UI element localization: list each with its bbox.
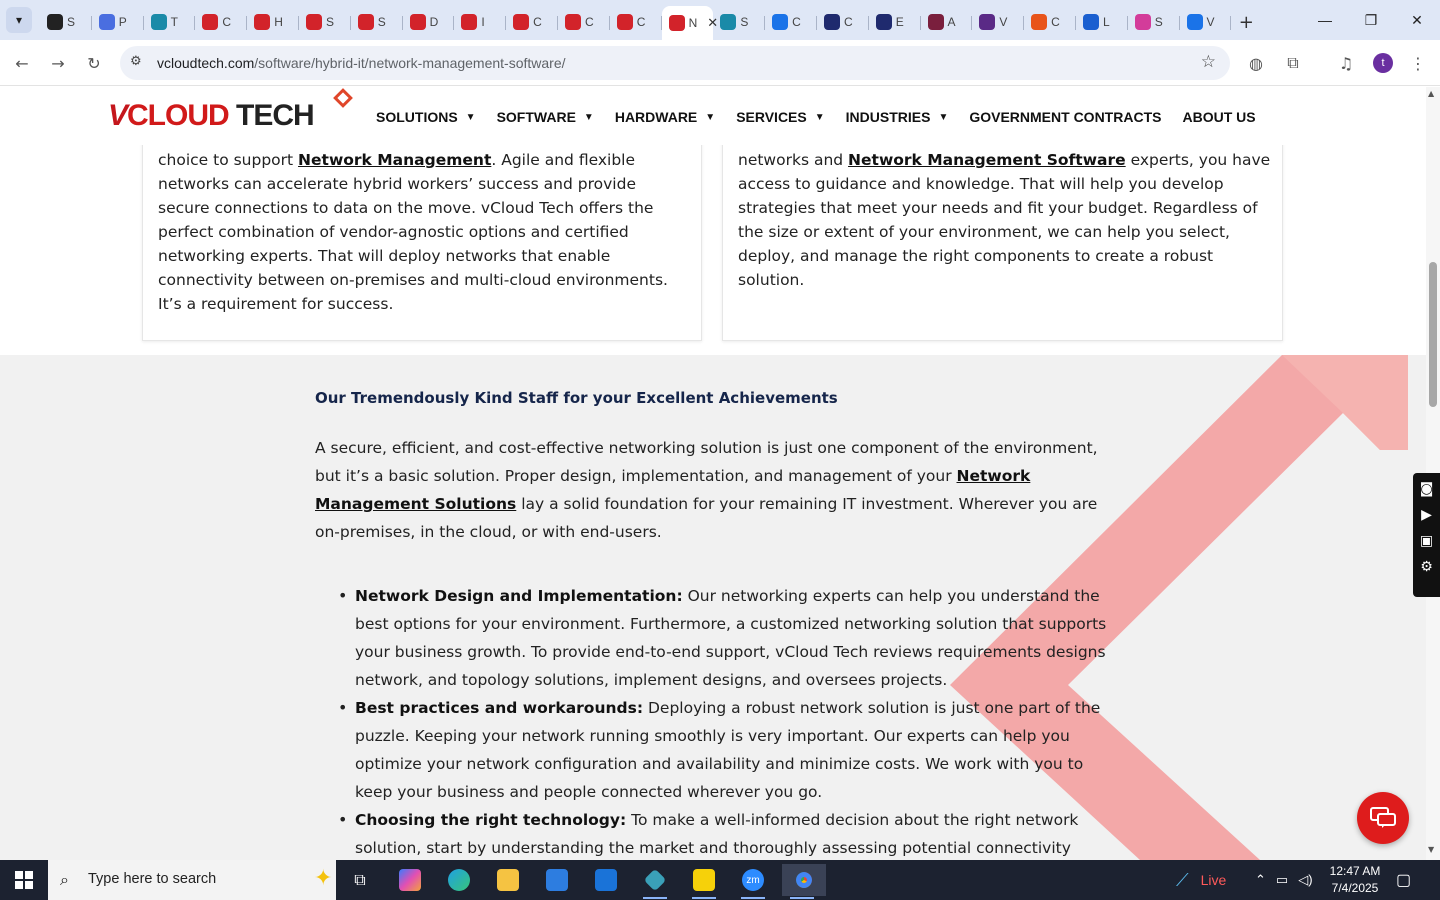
nav-item-solutions[interactable] <box>376 109 476 125</box>
network-icon[interactable]: ▭ <box>1275 872 1289 887</box>
nav-item-software[interactable] <box>497 109 594 125</box>
profile-avatar[interactable]: t <box>1373 53 1393 73</box>
tab-favicon-icon <box>358 14 374 30</box>
windows-logo-icon <box>15 871 33 889</box>
maximize-button[interactable]: ❐ <box>1364 11 1378 28</box>
browser-tab[interactable] <box>299 8 351 36</box>
browser-tab[interactable] <box>713 8 765 36</box>
browser-tab[interactable] <box>40 8 92 36</box>
text-span: . Agile and flexible networks can accelerate hybrid workers’ success and provide secure connections to data on the move. vCloud Tech offers the perfect combination of vendor-agnostic options and certified networking experts. That will deploy networks that enable connectivity between on-premises and multi-cloud environments. It’s a requirement for success. <box>158 151 668 313</box>
browser-tab[interactable] <box>1128 8 1180 36</box>
card-right-text <box>738 148 1273 292</box>
tab-favicon-icon <box>254 14 270 30</box>
taskbar-edge[interactable] <box>439 864 479 896</box>
nav-item-hardware[interactable] <box>615 109 715 125</box>
tab-favicon-icon <box>1031 14 1047 30</box>
list-item <box>355 582 1115 694</box>
tab-title: C <box>1051 15 1060 29</box>
tab-favicon-icon <box>410 14 426 30</box>
nav-label: SOFTWARE <box>496 109 576 125</box>
tab-search-button[interactable]: ▾ <box>6 7 32 33</box>
address-bar[interactable] <box>120 46 1230 80</box>
tab-title: S <box>740 15 749 29</box>
nav-label: HARDWARE <box>614 109 698 125</box>
taskbar-store[interactable] <box>537 864 577 896</box>
text-span: networks and <box>738 151 849 169</box>
list-item-text: To make a well-informed decision about the right network solution, start by understanding the market and thoroughly assessing potential connectivity <box>355 811 1079 857</box>
section-heading: Our Tremendously Kind Staff for your Excellent Achievements <box>315 389 838 407</box>
nav-label: SOLUTIONS <box>376 109 458 125</box>
browser-tab[interactable] <box>662 6 719 40</box>
info-card-right <box>722 125 1283 341</box>
tab-title: I <box>481 15 485 29</box>
caret-down-icon: ▼ <box>814 111 825 123</box>
nav-item-industries[interactable] <box>846 109 949 125</box>
section-intro <box>315 434 1115 546</box>
browser-tab[interactable] <box>247 8 299 36</box>
info-card-left <box>142 125 702 341</box>
browser-tab[interactable] <box>558 8 610 36</box>
media-control-icon[interactable]: ♫ <box>1338 53 1354 73</box>
browser-tab[interactable] <box>869 8 921 36</box>
window-icon[interactable]: ▣ <box>1419 533 1434 549</box>
tab-title: C <box>792 15 801 29</box>
tab-favicon-icon <box>1083 14 1099 30</box>
windows-taskbar <box>0 860 1440 900</box>
tab-favicon-icon <box>565 14 581 30</box>
copilot-sparkle-icon: ✦ <box>314 866 333 891</box>
gear-icon[interactable]: ⚙ <box>1420 559 1433 575</box>
tab-title: P <box>118 15 127 29</box>
tab-title: S <box>325 15 334 29</box>
scroll-up-icon[interactable]: ▲ <box>1428 89 1435 98</box>
scroll-down-icon[interactable]: ▼ <box>1428 845 1435 854</box>
system-clock[interactable] <box>1325 863 1385 897</box>
camera-icon[interactable]: ◙ <box>1419 481 1434 497</box>
list-item-text: Our networking experts can help you understand the best options for your environment. Furthermore, a customized networking solution that supports your business growth. To provide end-to-end support, vCloud Tech reviews requirements designs network, and topology solutions, implement designs, and oversees projects. <box>355 587 1107 689</box>
services-list <box>355 582 1115 862</box>
search-icon: ⌕ <box>60 870 69 889</box>
nav-label: ABOUT US <box>1182 109 1256 125</box>
tab-title: V <box>1206 15 1215 29</box>
taskbar-chrome[interactable] <box>782 864 826 896</box>
logo-cloud: CLOUD <box>127 99 229 132</box>
browser-tabstrip <box>0 0 1440 40</box>
list-item-title: Network Design and Implementation: <box>355 587 683 605</box>
chat-button[interactable] <box>1357 792 1409 844</box>
nav-label: INDUSTRIES <box>845 109 931 125</box>
menu-kebab-icon[interactable]: ⋮ <box>1410 53 1426 73</box>
text-span: experts, you have access to guidance and knowledge. That will help you develop strategies that meet your needs and fit your budget. Regardless of the size or extent of your environment, we can help you select, deploy, and manage the right components to create a robust solution. <box>738 151 1271 289</box>
web-page <box>0 87 1440 860</box>
text-span: choice to support <box>158 151 299 169</box>
browser-tab[interactable] <box>1180 8 1232 36</box>
tab-title: T <box>170 15 178 29</box>
tab-favicon-icon <box>720 14 736 30</box>
nav-label: GOVERNMENT CONTRACTS <box>969 109 1162 125</box>
system-tray <box>1255 860 1313 900</box>
browser-tab[interactable] <box>972 8 1024 36</box>
taskbar-zoom[interactable]: zm <box>733 864 773 896</box>
site-header <box>0 87 1426 145</box>
tab-title: H <box>274 15 283 29</box>
tab-title: V <box>999 15 1008 29</box>
caret-down-icon: ▼ <box>583 111 594 123</box>
forward-icon[interactable]: → <box>51 53 65 73</box>
chevron-up-icon[interactable]: ⌃ <box>1255 872 1266 887</box>
tab-favicon-icon <box>979 14 995 30</box>
clock-time: 12:47 AM <box>1329 864 1381 878</box>
nav-item-services[interactable] <box>736 109 824 125</box>
browser-tab[interactable] <box>1024 8 1076 36</box>
close-tab-icon[interactable]: ✕ <box>707 15 719 31</box>
logo-tech: TECH <box>236 99 314 132</box>
back-icon[interactable]: ← <box>15 53 29 73</box>
tab-title: S <box>377 15 386 29</box>
weather-widget[interactable] <box>1176 860 1226 900</box>
browser-tab[interactable] <box>351 8 403 36</box>
list-item-text: Deploying a robust network solution is just one part of the puzzle. Keeping your network running smoothly is very important. Our experts can help you optimize your network configuration and availability and minimize costs. We work with you to keep your business and people connected wherever you go. <box>355 699 1101 801</box>
nav-label: SERVICES <box>736 109 807 125</box>
browser-tab[interactable] <box>144 8 196 36</box>
tab-favicon-icon <box>461 14 477 30</box>
tab-title: C <box>222 15 232 29</box>
network-management-solutions-link[interactable]: Network Management Solutions <box>315 467 1031 513</box>
caret-down-icon: ▼ <box>705 111 716 123</box>
tab-favicon-icon <box>928 14 944 30</box>
minimize-button[interactable]: — <box>1318 12 1332 28</box>
url-domain: vcloudtech.com <box>157 55 255 71</box>
staff-section <box>0 355 1426 860</box>
tab-title: C <box>584 15 594 29</box>
logo-v: V <box>108 99 128 132</box>
site-info-icon[interactable]: ⚙ <box>130 54 142 69</box>
start-button[interactable] <box>0 860 48 900</box>
tab-title: N <box>688 16 698 30</box>
scrollbar-thumb[interactable] <box>1429 262 1437 407</box>
extensions-icon[interactable]: ⧉ <box>1287 53 1299 72</box>
list-item-title: Best practices and workarounds: <box>355 699 644 717</box>
taskbar-sticky-notes[interactable] <box>684 864 724 896</box>
taskbar-search-box[interactable] <box>48 860 336 900</box>
tab-title: C <box>636 15 646 29</box>
browser-tab[interactable] <box>610 8 662 36</box>
tab-title: C <box>533 15 542 29</box>
tab-favicon-icon <box>1187 14 1203 30</box>
tab-favicon-icon <box>306 14 322 30</box>
card-left-text <box>158 148 690 316</box>
tab-title: L <box>1102 15 1110 29</box>
tab-title: D <box>429 15 439 29</box>
logo-diamond-icon <box>333 88 353 108</box>
nav-item-about-us[interactable] <box>1182 109 1255 125</box>
tab-favicon-icon <box>513 14 529 30</box>
browser-tab[interactable] <box>1076 8 1128 36</box>
taskbar-file-explorer[interactable] <box>488 864 528 896</box>
clock-date: 7/4/2025 <box>1331 881 1379 895</box>
caret-down-icon: ▼ <box>938 111 949 123</box>
list-item-title: Choosing the right technology: <box>355 811 627 829</box>
browser-tab[interactable] <box>92 8 144 36</box>
new-tab-button[interactable]: + <box>1238 11 1254 33</box>
browser-tab[interactable] <box>195 8 247 36</box>
taskbar-mail[interactable] <box>586 864 626 896</box>
tab-favicon-icon <box>876 14 892 30</box>
tab-favicon-icon <box>99 14 115 30</box>
main-nav <box>376 109 1277 125</box>
browser-tab[interactable] <box>403 8 455 36</box>
browser-tab[interactable] <box>506 8 558 36</box>
notification-icon[interactable]: ▢ <box>1396 872 1412 889</box>
weather-label: Live <box>1200 872 1227 888</box>
list-item <box>355 806 1115 862</box>
tab-favicon-icon <box>824 14 840 30</box>
network-management-link[interactable]: Network Management <box>298 151 492 169</box>
taskbar-copilot[interactable] <box>390 864 430 896</box>
tab-title: A <box>947 15 956 29</box>
network-management-software-link[interactable]: Network Management Software <box>848 151 1126 169</box>
browser-tab[interactable] <box>817 8 869 36</box>
capture-toolbar <box>1413 473 1440 597</box>
tab-favicon-icon <box>1135 14 1151 30</box>
text-span: A secure, efficient, and cost-effective networking solution is just one component of the environment, but it’s a basic solution. Proper design, implementation, and management of your <box>315 439 1098 485</box>
vcloud-tech-logo[interactable] <box>108 99 314 133</box>
video-icon[interactable]: ▶ <box>1421 507 1432 523</box>
tab-title: S <box>1154 15 1163 29</box>
search-placeholder: Type here to search <box>88 871 217 887</box>
bookmark-star-icon[interactable]: ☆ <box>1200 52 1216 72</box>
tab-title: S <box>67 15 76 29</box>
browser-toolbar <box>0 40 1440 86</box>
weather-icon: ⟋ <box>1176 869 1189 890</box>
caret-down-icon: ▼ <box>465 111 476 123</box>
volume-icon[interactable]: ◁) <box>1298 872 1313 887</box>
close-window-button[interactable]: ✕ <box>1411 11 1423 28</box>
tab-favicon-icon <box>669 15 685 31</box>
tab-title: C <box>843 15 853 29</box>
tab-title: E <box>895 15 904 29</box>
tab-favicon-icon <box>47 14 63 30</box>
list-item <box>355 694 1115 806</box>
translate-icon[interactable]: ◍ <box>1249 53 1263 73</box>
tab-favicon-icon <box>617 14 633 30</box>
browser-tab[interactable] <box>921 8 973 36</box>
tab-favicon-icon <box>772 14 788 30</box>
url-path: /software/hybrid-it/network-management-software/ <box>254 55 566 71</box>
reload-icon[interactable]: ↻ <box>87 53 101 73</box>
tab-list <box>40 6 1261 40</box>
task-view-button[interactable]: ⧉ <box>354 870 366 889</box>
url-text[interactable] <box>157 55 566 71</box>
tab-favicon-icon <box>151 14 167 30</box>
browser-tab[interactable] <box>454 8 506 36</box>
tab-favicon-icon <box>202 14 218 30</box>
chat-bubbles-icon <box>1370 807 1396 829</box>
taskbar-app-teal[interactable] <box>635 864 675 896</box>
text-span: lay a solid foundation for your remaining IT investment. Wherever you are on-premises, in the cloud, or with end-users. <box>315 495 1098 541</box>
nav-item-government-contracts[interactable] <box>969 109 1161 125</box>
browser-tab[interactable] <box>765 8 817 36</box>
